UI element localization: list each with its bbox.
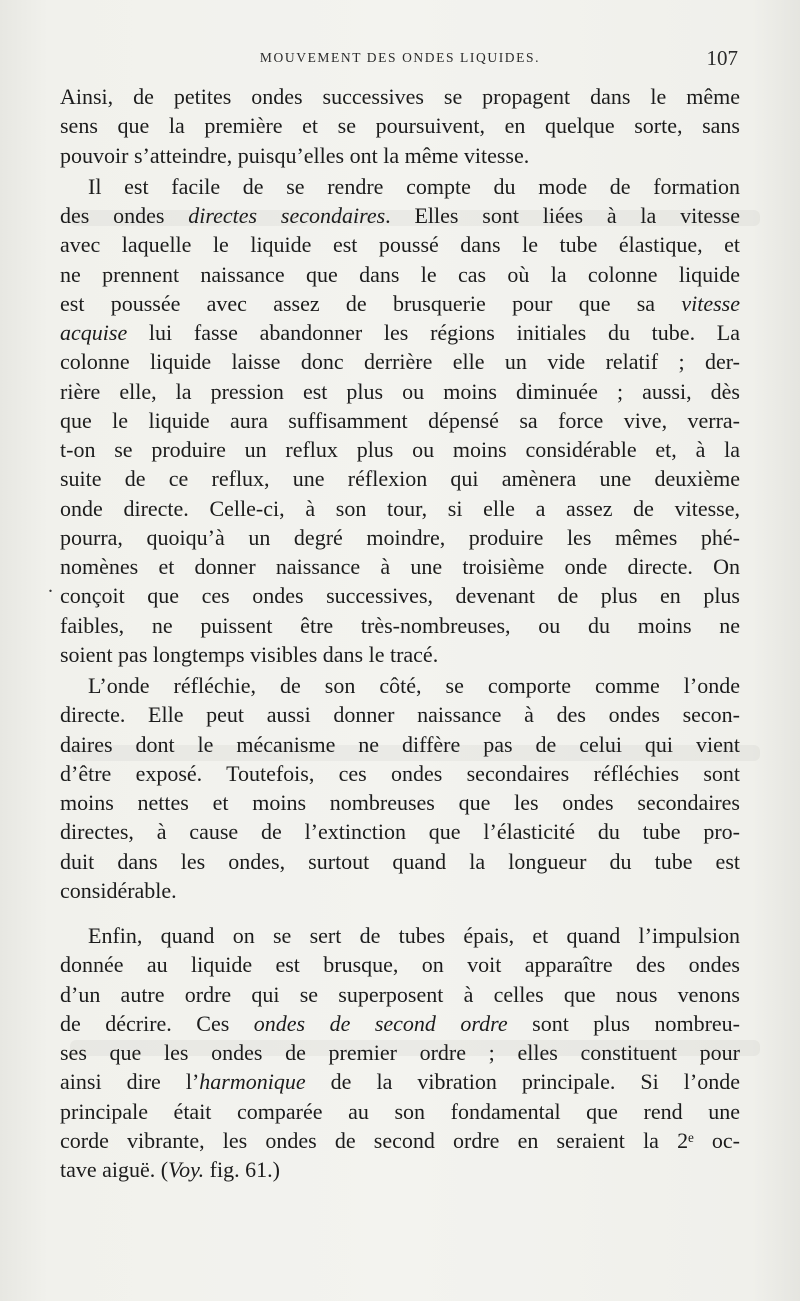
text-line: Enfin, quand on se sert de tubes épais, et quand l’impulsion [88, 923, 740, 948]
text-line: Il est facile de se rendre compte du mode de formation [88, 173, 740, 199]
body-text [60, 82, 740, 1184]
text-line: faibles, ne puissent être très-nombreuses, ou du moins ne [60, 612, 740, 638]
text-line: nomènes et donner naissance à une troisième onde directe. On [60, 554, 740, 579]
text-line: rière elle, la pression est plus ou moins diminuée ; aussi, dès [60, 378, 740, 404]
text-line: acquise lui fasse abandonner les régions initiales du tube. La [60, 320, 740, 345]
text-line: donnée au liquide est brusque, on voit apparaître des ondes [60, 952, 740, 978]
text-line: conçoit que ces ondes successives, devenant de plus en plus [60, 583, 740, 609]
text-line: Ainsi, de petites ondes successives se propagent dans le même [60, 84, 740, 109]
text-line: daires dont le mécanisme ne diffère pas de celui qui vient [60, 731, 740, 757]
text-line: de décrire. Ces ondes de second ordre sont plus nombreu- [60, 1010, 740, 1036]
text-line: ses que les ondes de premier ordre ; elles constituent pour [60, 1040, 740, 1065]
text-line: L’onde réfléchie, de son côté, se comporte comme l’onde [88, 673, 740, 698]
text-line: avec laquelle le liquide est poussé dans le tube élastique, et [60, 232, 740, 258]
text-line: d’un autre ordre qui se superposent à celles que nous venons [60, 981, 740, 1007]
running-title: MOUVEMENT DES ONDES LIQUIDES. [259, 50, 541, 65]
text-line: directes, à cause de l’extinction que l’élasticité du tube pro- [60, 819, 740, 845]
text-line: que le liquide aura suffisamment dépensé sa force vive, verra- [60, 407, 740, 433]
text-line: suite de ce reflux, une réflexion qui amènera une deuxième [60, 466, 740, 492]
text-line: corde vibrante, les ondes de second ordre en seraient la 2ᵉ oc- [60, 1127, 740, 1153]
text-line: ainsi dire l’harmonique de la vibration principale. Si l’onde [60, 1069, 740, 1095]
text-line: moins nettes et moins nombreuses que les ondes secondaires [60, 790, 740, 815]
text-line: des ondes directes secondaires. Elles sont liées à la vitesse [60, 203, 740, 228]
paragraph-1 [60, 82, 740, 170]
margin-dot: . [48, 575, 53, 597]
text-line: onde directe. Celle-ci, à son tour, si elle a assez de vitesse, [60, 495, 740, 521]
text-line: ne prennent naissance que dans le cas où la colonne liquide [60, 261, 740, 287]
paragraph-3 [60, 671, 740, 905]
text-line: colonne liquide laisse donc derrière elle un vide relatif ; der- [60, 349, 740, 375]
paragraph-4 [60, 921, 740, 1184]
text-line: sens que la première et se poursuivent, en quelque sorte, sans [60, 113, 740, 139]
text-line: directe. Elle peut aussi donner naissance à des ondes secon- [60, 702, 740, 728]
text-line: tave aiguë. (Voy. fig. 61.) [60, 1157, 280, 1182]
text-line: considérable. [60, 877, 177, 903]
text-line: pourra, quoiqu’à un degré moindre, produire les mêmes phé- [60, 524, 740, 550]
text-line: principale était comparée au son fondamental que rend une [60, 1098, 740, 1124]
text-line: duit dans les ondes, surtout quand la longueur du tube est [60, 848, 740, 874]
text-line: soient pas longtemps visibles dans le tracé. [60, 641, 439, 667]
text-line: est poussée avec assez de brusquerie pour que sa vitesse [60, 290, 740, 316]
text-line: t-on se produire un reflux plus ou moins considérable et, à la [60, 437, 740, 462]
text-line: pouvoir s’atteindre, puisqu’elles ont la même vitesse. [60, 142, 530, 168]
page-header [62, 42, 738, 70]
text-line: d’être exposé. Toutefois, ces ondes secondaires réfléchies sont [60, 760, 740, 786]
paragraph-2 [60, 172, 740, 669]
page-number: 107 [706, 46, 738, 70]
